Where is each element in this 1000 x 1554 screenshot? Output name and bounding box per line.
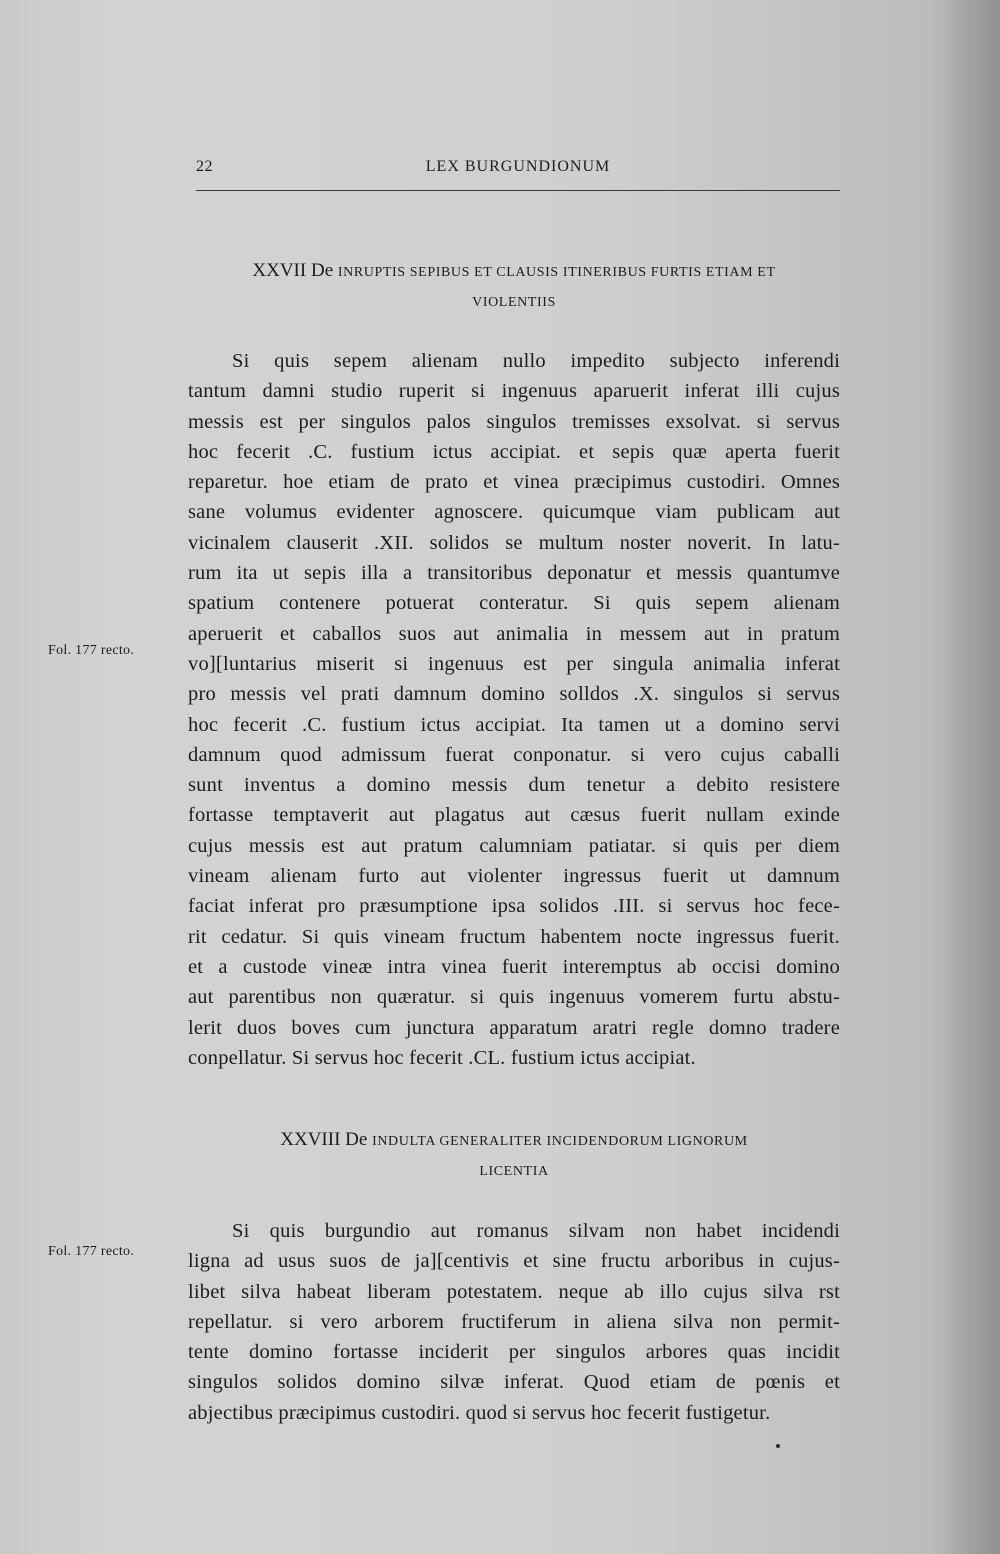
section-28-heading (188, 1125, 840, 1187)
section-27-title: INRUPTIS SEPIBUS ET CLAUSIS ITINERIBUS FURTIS ETIAM ET (337, 265, 776, 280)
text-line: conpellatur. Si servus hoc fecerit .CL. fustium ictus accipiat. (188, 1046, 696, 1069)
section-27-heading (188, 256, 840, 318)
header-rule (196, 190, 840, 191)
text-line: sunt inventus a domino messis dum tenetur a debito resistere (188, 774, 840, 797)
margin-note-folio-2: Fol. 177 recto. (48, 1244, 135, 1259)
text-line: vo][luntarius miserit si ingenuus est per singula animalia inferat (188, 652, 840, 675)
running-title: LEX BURGUNDIONUM (425, 158, 611, 175)
section-27-heading-line2: VIOLENTIIS (472, 295, 556, 310)
text-line: vicinalem clauserit .XII. solidos se multum noster noverit. In latu- (188, 531, 840, 554)
text-line: rum ita ut sepis illa a transitoribus deponatur et messis quantumve (188, 562, 840, 585)
text-line: Si quis sepem alienam nullo impedito subjecto inferendi (232, 350, 840, 372)
text-line: tantum damni studio ruperit si ingenuus aparuerit inferat illi cujus (188, 380, 840, 403)
section-28-heading-line2: LICENTIA (479, 1164, 549, 1179)
text-line: aut parentibus non quæratur. si quis ingenuus vomerem furtu abstu- (188, 986, 840, 1009)
section-28-text (188, 1216, 840, 1428)
text-line: ligna ad usus suos de ja][centivis et sine fructu arboribus in cujus- (188, 1250, 840, 1273)
section-28-heading-line1 (188, 1125, 840, 1157)
text-line: spatium contenere potuerat conteratur. Si quis sepem alienam (188, 592, 840, 615)
section-28-numeral: XXVIII (280, 1129, 341, 1150)
section-27-text (188, 346, 840, 1073)
section-27-numeral: XXVII (252, 260, 307, 281)
text-line: et a custode vineæ intra vinea fuerit interemptus ab occisi domino (188, 955, 840, 978)
section-27-heading-line1 (188, 256, 840, 288)
text-line: hoc fecerit .C. fustium ictus accipiat. Ita tamen ut a domino servi (188, 713, 840, 736)
text-line: rit cedatur. Si quis vineam fructum habentem nocte ingressus fuerit. (188, 925, 840, 948)
section-28-initial: De (345, 1129, 368, 1150)
text-line: damnum quod admissum fuerat conponatur. si vero cujus caballi (188, 743, 840, 766)
page-number: 22 (196, 158, 213, 175)
text-line: repellatur. si vero arborem fructiferum in aliena silva non permit- (188, 1310, 840, 1333)
text-line: libet silva habeat liberam potestatem. neque ab illo cujus silva rst (188, 1280, 840, 1303)
text-line: hoc fecerit .C. fustium ictus accipiat. et sepis quæ aperta fuerit (188, 440, 840, 463)
section-27-initial: De (310, 260, 334, 281)
section-28-title: INDULTA GENERALITER INCIDENDORUM LIGNORUM (372, 1134, 748, 1149)
text-line: abjectibus præcipimus custodiri. quod si servus hoc fecerit fustigetur. (188, 1401, 771, 1424)
text-line: fortasse temptaverit aut plagatus aut cæsus fuerit nullam exinde (188, 804, 840, 827)
text-line: vineam alienam furto aut violenter ingressus fuerit ut damnum (188, 865, 840, 888)
running-header (196, 158, 840, 184)
text-line: sane volumus evidenter agnoscere. quicumque viam publicam aut (188, 501, 840, 524)
text-line: reparetur. hoe etiam de prato et vinea præcipimus custodiri. Omnes (188, 471, 840, 494)
text-line: faciat inferat pro præsumptione ipsa solidos .III. si servus hoc fece- (188, 895, 840, 918)
text-line: singulos solidos domino silvæ inferat. Quod etiam de pœnis et (188, 1371, 840, 1394)
text-line: tente domino fortasse inciderit per singulos arbores quas incidit (188, 1341, 840, 1364)
text-line: Si quis burgundio aut romanus silvam non habet incidendi (232, 1220, 840, 1242)
text-line: cujus messis est aut pratum calumniam patiatar. si quis per diem (188, 834, 840, 857)
text-line: aperuerit et caballos suos aut animalia in messem aut in pratum (188, 622, 840, 645)
text-line: lerit duos boves cum junctura apparatum aratri regle domno tradere (188, 1016, 840, 1039)
margin-note-folio-1: Fol. 177 recto. (48, 643, 135, 658)
text-line: messis est per singulos palos singulos tremisses exsolvat. si servus (188, 410, 840, 433)
text-line: pro messis vel prati damnum domino solldos .X. singulos si servus (188, 683, 840, 706)
ink-speck (776, 1444, 780, 1448)
